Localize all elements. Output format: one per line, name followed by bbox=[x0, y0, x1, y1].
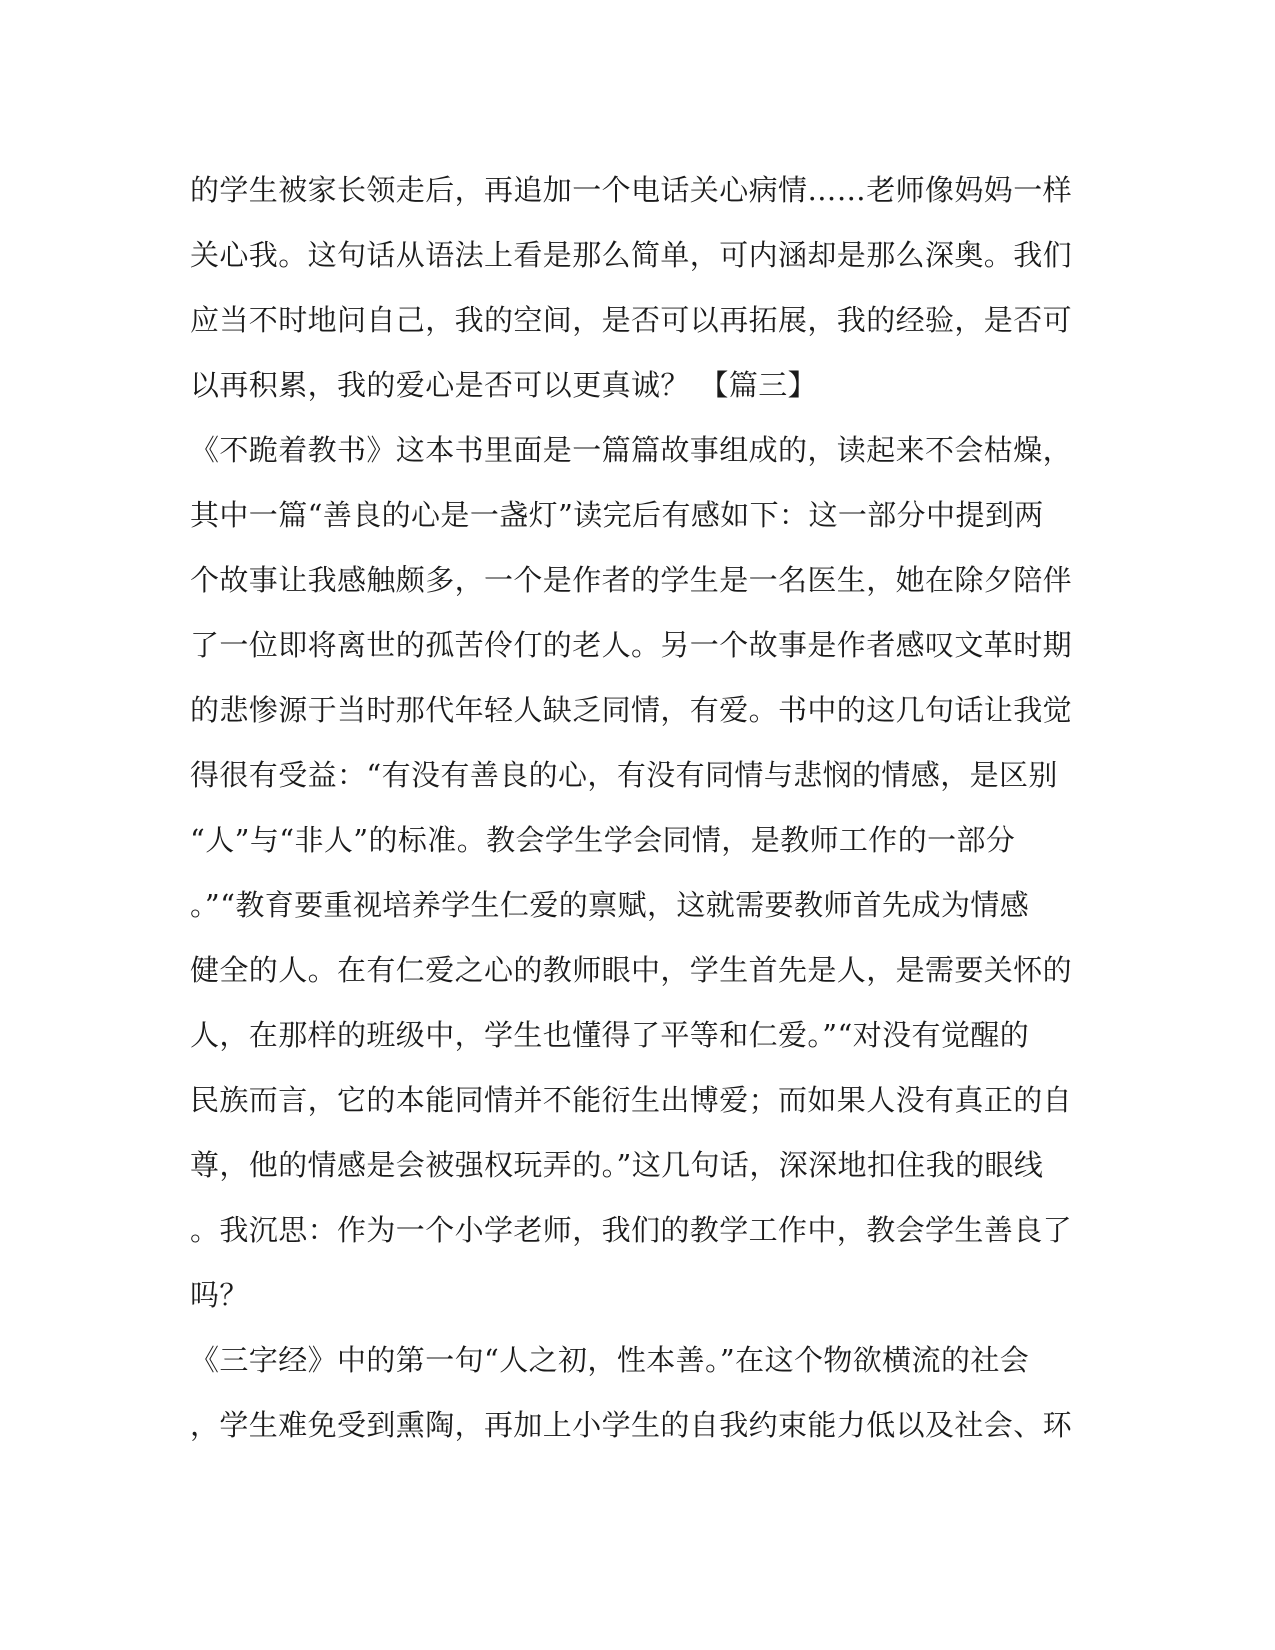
text-line: 其中一篇“善良的心是一盏灯”读完后有感如下：这一部分中提到两 bbox=[190, 498, 1044, 532]
text-line: 应当不时地问自己，我的空间，是否可以再拓展，我的经验，是否可 bbox=[190, 303, 1073, 337]
text-line: 健全的人。在有仁爱之心的教师眼中，学生首先是人，是需要关怀的 bbox=[190, 953, 1073, 987]
text-line: 个故事让我感触颇多，一个是作者的学生是一名医生，她在除夕陪伴 bbox=[190, 563, 1073, 597]
text-line: 《不跪着教书》这本书里面是一篇篇故事组成的，读起来不会枯燥， bbox=[190, 433, 1073, 467]
body-text bbox=[190, 158, 1073, 1458]
text-line: 吗？ bbox=[190, 1278, 249, 1312]
text-line: 人，在那样的班级中，学生也懂得了平等和仁爱。”“对没有觉醒的 bbox=[190, 1018, 1030, 1052]
text-line: 得很有受益：“有没有善良的心，有没有同情与悲悯的情感，是区别 bbox=[190, 758, 1058, 792]
text-line: 尊，他的情感是会被强权玩弄的。”这几句话，深深地扣住我的眼线 bbox=[190, 1148, 1044, 1182]
text-line: 。我沉思：作为一个小学老师，我们的教学工作中，教会学生善良了 bbox=[190, 1213, 1073, 1247]
text-line: ，学生难免受到熏陶，再加上小学生的自我约束能力低以及社会、环 bbox=[190, 1408, 1073, 1442]
text-line: 。”“教育要重视培养学生仁爱的禀赋，这就需要教师首先成为情感 bbox=[190, 888, 1030, 922]
text-line: 了一位即将离世的孤苦伶仃的老人。另一个故事是作者感叹文革时期 bbox=[190, 628, 1073, 662]
text-line: 关心我。这句话从语法上看是那么简单，可内涵却是那么深奥。我们 bbox=[190, 238, 1073, 272]
text-line: 民族而言，它的本能同情并不能衍生出博爱；而如果人没有真正的自 bbox=[190, 1083, 1073, 1117]
text-line: 的悲惨源于当时那代年轻人缺乏同情，有爱。书中的这几句话让我觉 bbox=[190, 693, 1073, 727]
text-line: 的学生被家长领走后，再追加一个电话关心病情……老师像妈妈一样 bbox=[190, 173, 1073, 207]
text-line: “人”与“非人”的标准。教会学生学会同情，是教师工作的一部分 bbox=[190, 823, 1016, 857]
text-line: 以再积累，我的爱心是否可以更真诚？ 【篇三】 bbox=[190, 368, 818, 402]
text-line: 《三字经》中的第一句“人之初，性本善。”在这个物欲横流的社会 bbox=[190, 1343, 1030, 1377]
